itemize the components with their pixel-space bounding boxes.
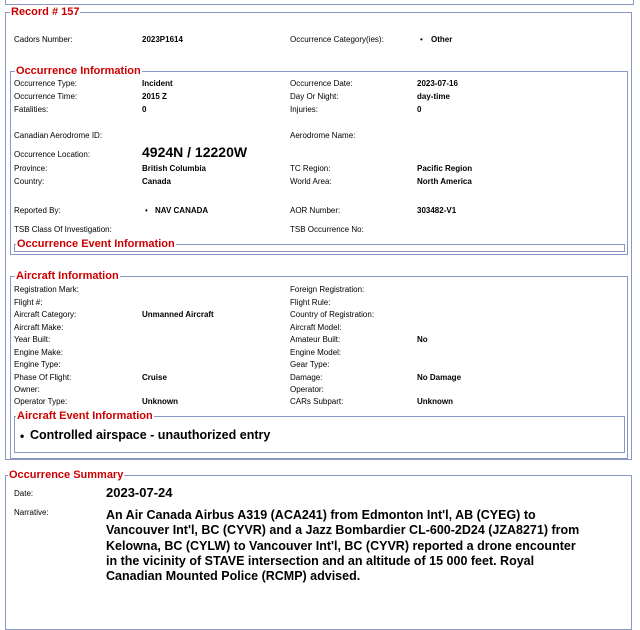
occurrence-date-value: 2023-07-16 (417, 79, 458, 88)
engine-type-label: Engine Type: (14, 360, 61, 369)
aircraft-category-value: Unmanned Aircraft (142, 310, 214, 319)
narrative-text: An Air Canada Airbus A319 (ACA241) from Edmonton Int'l, AB (CYEG) to Vancouver Int'l, BC (CYVR) and a Jazz Bombardier CL-600-2D24 (JZA8271) from Kelowna, BC (CYLW) to Vancouver Int'l, BC (CYVR) reported a drone encounter in the vicinity of STAVE intersection and an altitude of 15 000 feet. Royal Canadian Mounted Police (RCMP) advised. (106, 508, 580, 584)
day-or-night-label: Day Or Night: (290, 92, 339, 101)
engine-model-label: Engine Model: (290, 348, 342, 357)
province-value: British Columbia (142, 164, 207, 173)
bullet-icon: • (20, 429, 25, 443)
record-legend: Record # 157 (11, 6, 80, 18)
aerodrome-name-label: Aerodrome Name: (290, 131, 356, 140)
phase-of-flight-label: Phase Of Flight: (14, 373, 72, 382)
fatalities-value: 0 (142, 105, 147, 114)
foreign-registration-label: Foreign Registration: (290, 285, 365, 294)
injuries-label: Injuries: (290, 105, 319, 114)
aircraft-make-label: Aircraft Make: (14, 323, 64, 332)
occurrence-type-value: Incident (142, 79, 173, 88)
registration-mark-label: Registration Mark: (14, 285, 79, 294)
operator-type-label: Operator Type: (14, 397, 68, 406)
cars-subpart-label: CARs Subpart: (290, 397, 344, 406)
occurrence-time-value: 2015 Z (142, 92, 167, 101)
aircraft-info-legend: Aircraft Information (16, 270, 119, 282)
canadian-aerodrome-id-label: Canadian Aerodrome ID: (14, 131, 103, 140)
bullet-icon: • (145, 206, 148, 215)
operator-label: Operator: (290, 385, 324, 394)
narrative-label: Narrative: (14, 508, 49, 517)
summary-date-label: Date: (14, 489, 34, 498)
reported-by-label: Reported By: (14, 206, 61, 215)
previous-record-box (5, 0, 634, 5)
reported-by-value: NAV CANADA (155, 206, 209, 215)
aircraft-category-label: Aircraft Category: (14, 310, 77, 319)
tsb-class-label: TSB Class Of Investigation: (14, 225, 112, 234)
occurrence-summary-legend: Occurrence Summary (9, 469, 124, 481)
day-or-night-value: day-time (417, 92, 450, 101)
injuries-value: 0 (417, 105, 422, 114)
damage-value: No Damage (417, 373, 462, 382)
occurrence-type-label: Occurrence Type: (14, 79, 77, 88)
cars-subpart-value: Unknown (417, 397, 453, 406)
world-area-value: North America (417, 177, 472, 186)
country-value: Canada (142, 177, 171, 186)
occurrence-date-label: Occurrence Date: (290, 79, 353, 88)
owner-label: Owner: (14, 385, 40, 394)
occurrence-category-value: Other (431, 35, 453, 44)
occurrence-time-label: Occurrence Time: (14, 92, 78, 101)
phase-of-flight-value: Cruise (142, 373, 167, 382)
amateur-built-label: Amateur Built: (290, 335, 341, 344)
damage-label: Damage: (290, 373, 323, 382)
summary-date-value: 2023-07-24 (106, 485, 173, 500)
cadors-number-value: 2023P1614 (142, 35, 183, 44)
aircraft-event-legend: Aircraft Event Information (17, 410, 153, 422)
flight-number-label: Flight #: (14, 298, 43, 307)
occurrence-info-legend: Occurrence Information (16, 65, 141, 77)
occurrence-location-label: Occurrence Location: (14, 150, 91, 159)
tc-region-value: Pacific Region (417, 164, 473, 173)
engine-make-label: Engine Make: (14, 348, 63, 357)
occurrence-location-value: 4924N / 12220W (142, 144, 248, 160)
occurrence-category-label: Occurrence Category(ies): (290, 35, 384, 44)
occurrence-event-legend: Occurrence Event Information (17, 238, 175, 250)
bullet-icon: • (420, 35, 423, 44)
tc-region-label: TC Region: (290, 164, 331, 173)
aor-number-value: 303482-V1 (417, 206, 457, 215)
aircraft-event-item: Controlled airspace - unauthorized entry (30, 428, 271, 442)
cadors-number-label: Cadors Number: (14, 35, 73, 44)
aor-number-label: AOR Number: (290, 206, 341, 215)
occurrence-event-section (14, 239, 625, 252)
province-label: Province: (14, 164, 48, 173)
year-built-label: Year Built: (14, 335, 51, 344)
country-label: Country: (14, 177, 45, 186)
operator-type-value: Unknown (142, 397, 178, 406)
fatalities-label: Fatalities: (14, 105, 49, 114)
tsb-occurrence-no-label: TSB Occurrence No: (290, 225, 364, 234)
aircraft-model-label: Aircraft Model: (290, 323, 342, 332)
amateur-built-value: No (417, 335, 428, 344)
gear-type-label: Gear Type: (290, 360, 330, 369)
country-of-registration-label: Country of Registration: (290, 310, 375, 319)
world-area-label: World Area: (290, 177, 332, 186)
flight-rule-label: Flight Rule: (290, 298, 331, 307)
